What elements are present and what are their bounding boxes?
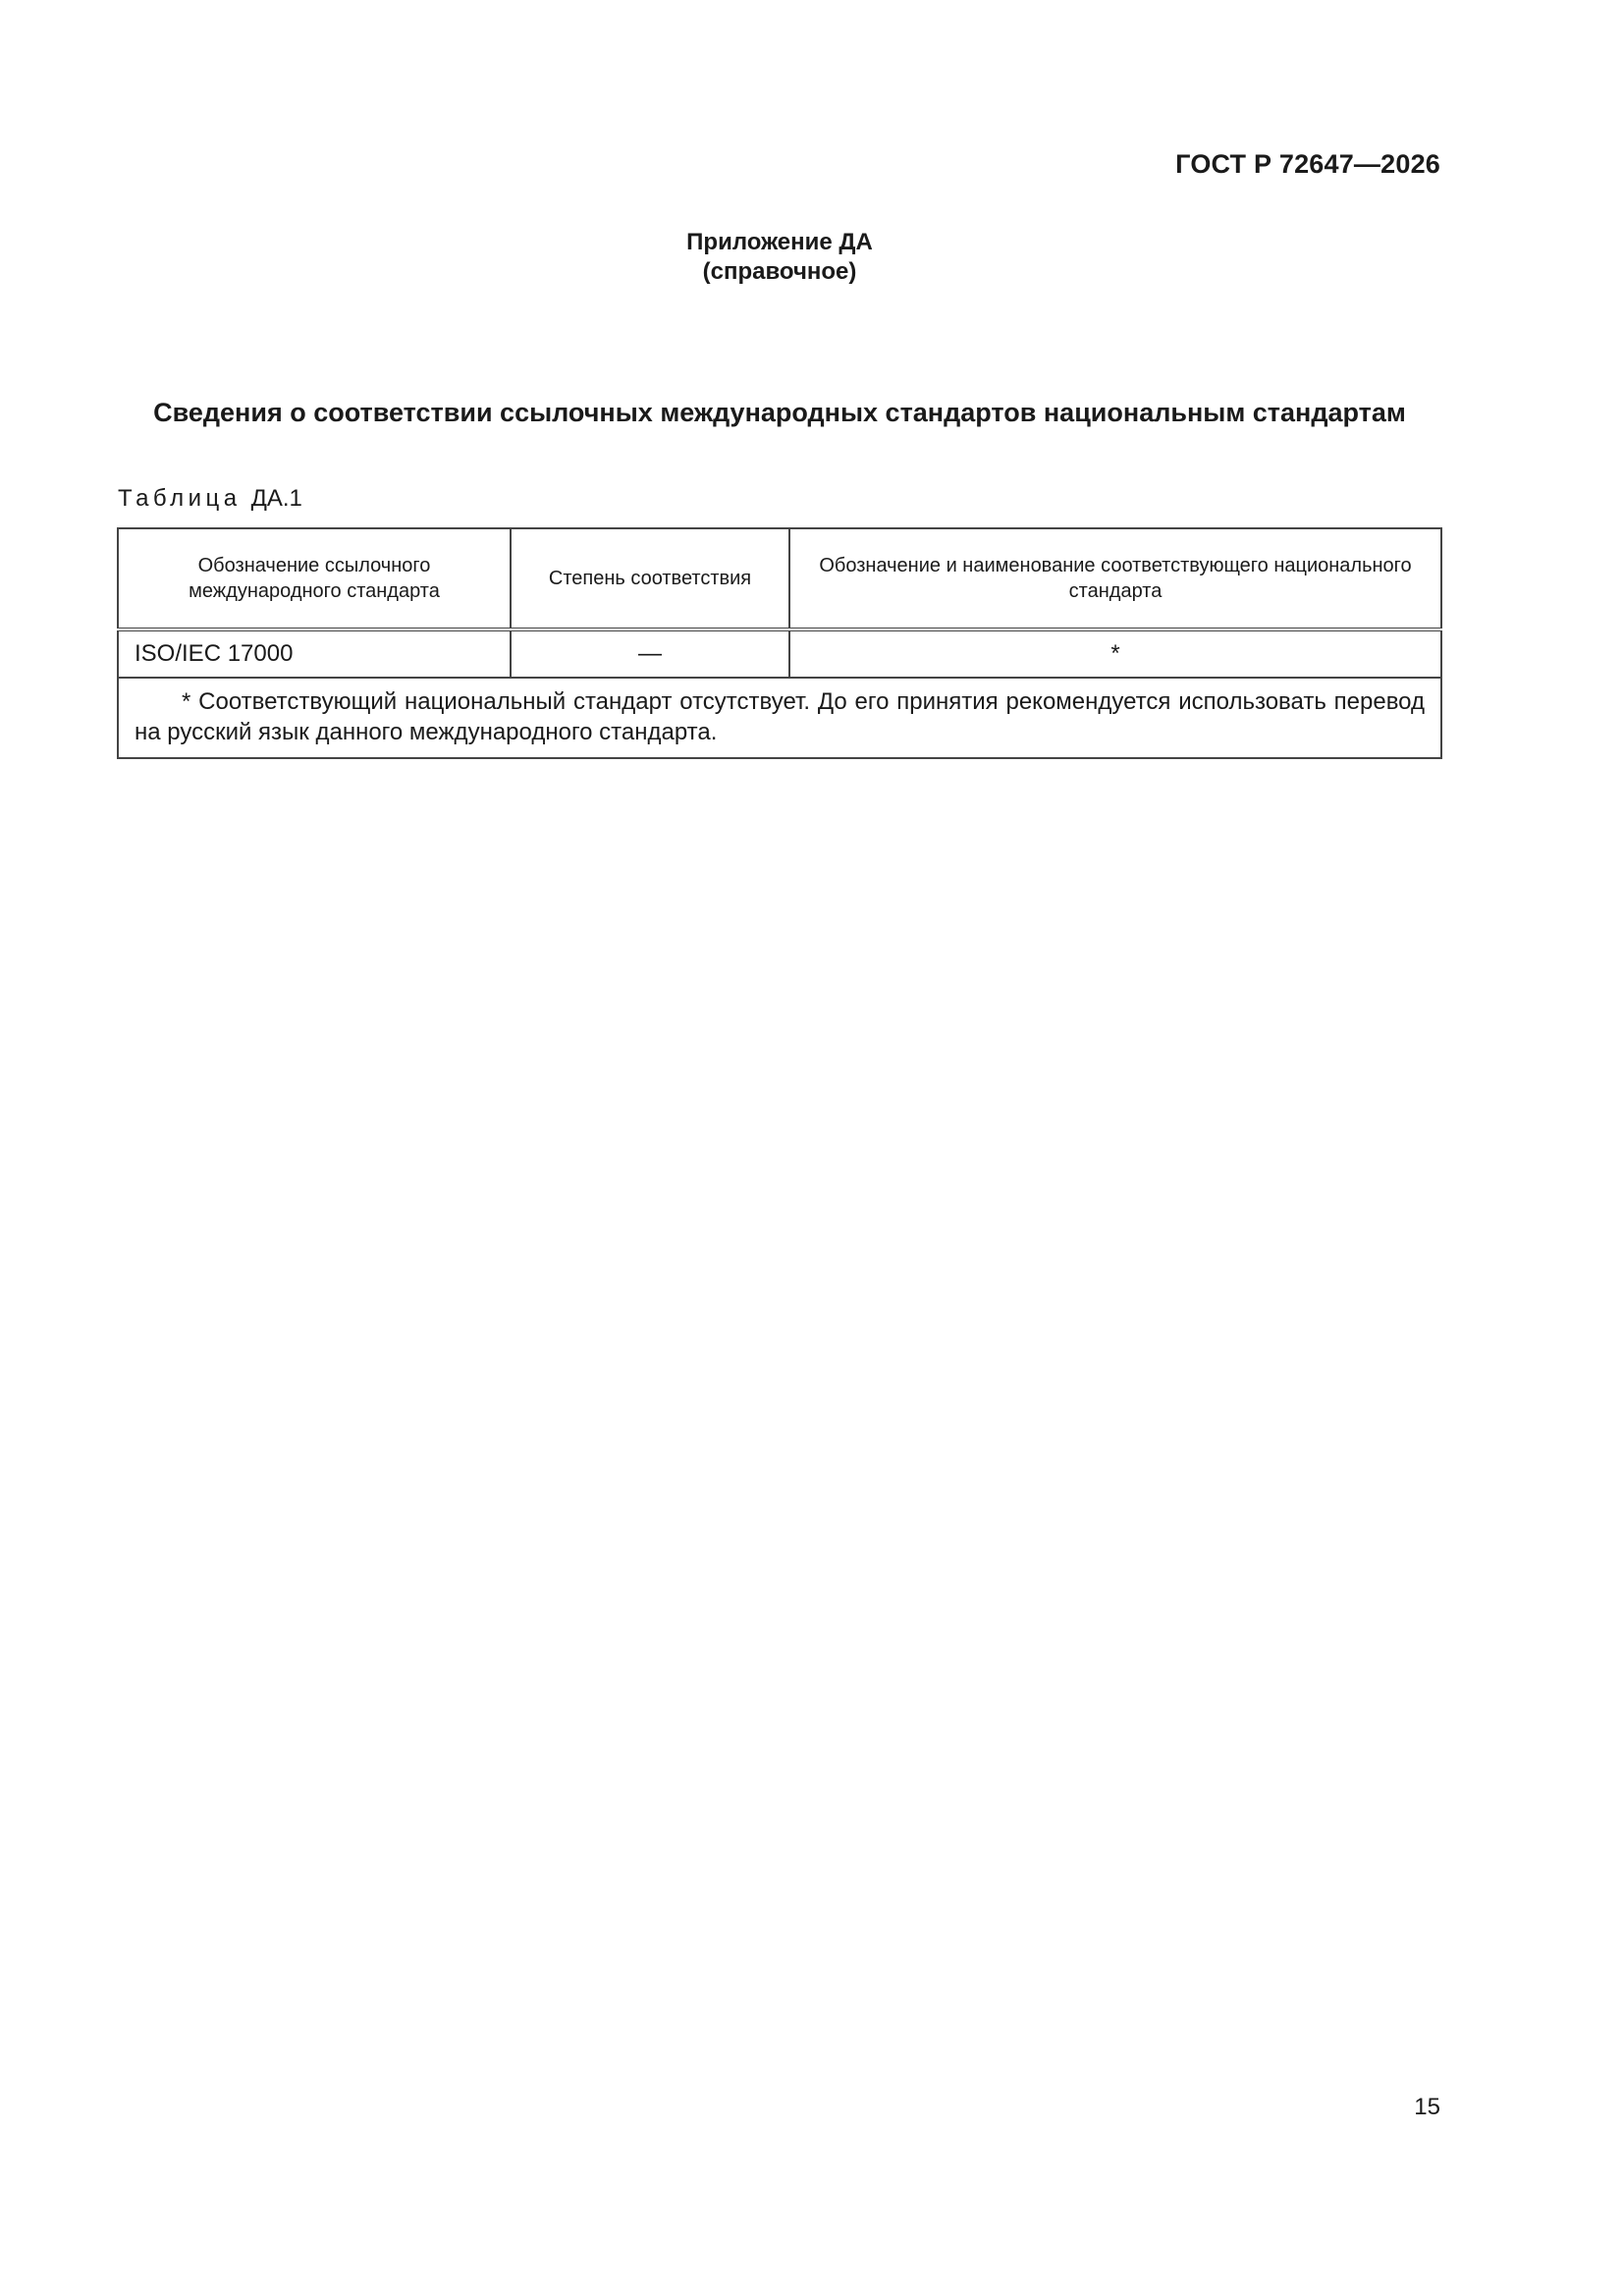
table-caption	[118, 485, 302, 513]
correspondence-table	[117, 527, 1442, 759]
appendix-title: Приложение ДА	[686, 229, 873, 255]
cell-international-standard: ISO/IEC 17000	[118, 629, 511, 678]
section-title: Сведения о соответствии ссылочных международных стандартов национальным стандартам	[153, 398, 1406, 427]
table-caption-id: ДА.1	[250, 485, 302, 512]
table-row	[118, 629, 1441, 678]
cell-national-standard: *	[789, 629, 1441, 678]
appendix-subtitle: (справочное)	[702, 258, 857, 285]
page-number: 15	[1414, 2094, 1440, 2120]
column-header-international-standard: Обозначение ссылочного международного стандарта	[118, 528, 511, 629]
correspondence-table-container	[117, 527, 1440, 759]
table-footnote-cell	[118, 678, 1441, 758]
table-footnote-row	[118, 678, 1441, 758]
table-header-row	[118, 528, 1441, 629]
table-caption-word: Таблица	[118, 485, 242, 512]
appendix-heading	[0, 228, 1559, 287]
cell-degree: —	[511, 629, 789, 678]
document-code: ГОСТ Р 72647—2026	[1175, 149, 1440, 179]
column-header-national-standard: Обозначение и наименование соответствующего национального стандарта	[789, 528, 1441, 629]
column-header-degree: Степень соответствия	[511, 528, 789, 629]
table-footnote: * Соответствующий национальный стандарт отсутствует. До его принятия рекомендуется использовать перевод на русский язык данного международного стандарта.	[135, 688, 1425, 745]
